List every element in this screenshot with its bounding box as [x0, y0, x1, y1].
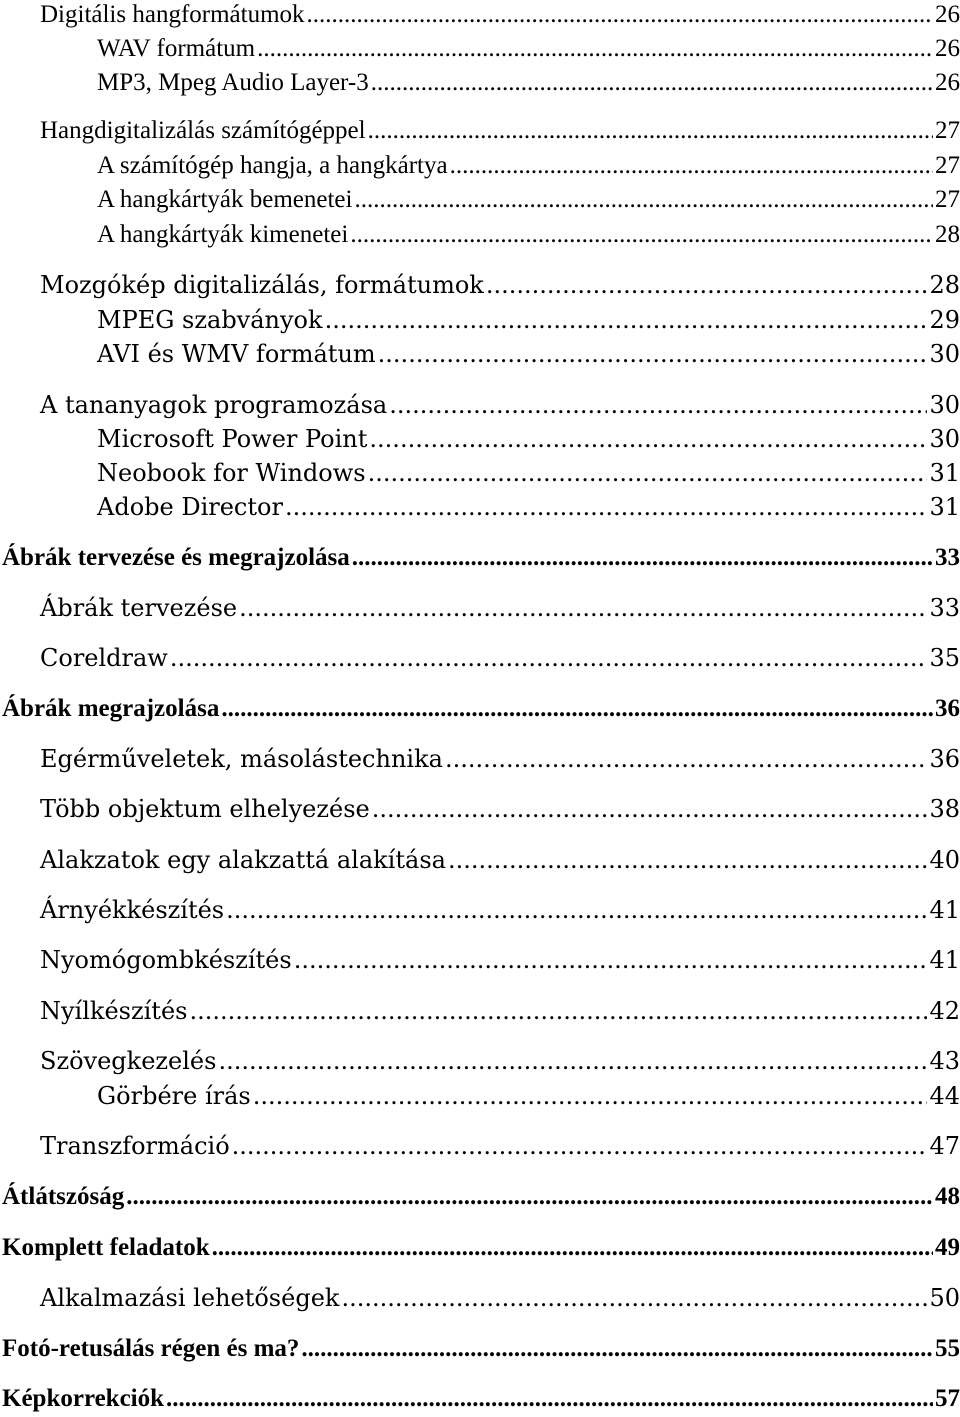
toc-entry[interactable]: [0, 305, 960, 335]
toc-entry[interactable]: [0, 1283, 960, 1313]
toc-page-number: 57: [935, 1385, 960, 1412]
toc-dot-leader: [341, 1283, 927, 1313]
toc-dot-leader: [218, 1046, 927, 1076]
toc-page-number: 26: [935, 69, 960, 96]
toc-dot-leader: [307, 0, 933, 30]
toc-entry-title: A hangkártyák kimenetei: [97, 221, 349, 248]
toc-entry[interactable]: [0, 220, 960, 250]
toc-entry-title: Több objektum elhelyezése: [40, 795, 370, 823]
toc-entry[interactable]: [0, 1182, 960, 1212]
toc-dot-leader: [368, 458, 928, 488]
toc-dot-leader: [232, 1131, 928, 1161]
toc-dot-leader: [352, 543, 933, 573]
toc-entry-title: Microsoft Power Point: [97, 425, 368, 453]
toc-entry[interactable]: [0, 1233, 960, 1263]
toc-page-number: 48: [935, 1183, 960, 1210]
toc-entry[interactable]: [0, 116, 960, 146]
toc-entry-title: Nyomógombkészítés: [40, 946, 292, 974]
toc-page-number: 36: [929, 745, 960, 773]
toc-page-number: 27: [935, 117, 960, 144]
toc-entry[interactable]: [0, 744, 960, 774]
toc-page-number: 42: [929, 997, 960, 1025]
toc-entry-title: MP3, Mpeg Audio Layer-3: [97, 69, 369, 96]
toc-page-number: 26: [935, 35, 960, 62]
toc-dot-leader: [372, 794, 928, 824]
toc-dot-leader: [354, 185, 933, 215]
toc-page-number: 38: [929, 795, 960, 823]
toc-page-number: 26: [935, 1, 960, 28]
toc-dot-leader: [325, 305, 928, 335]
toc-dot-leader: [371, 68, 933, 98]
toc-entry-title: Képkorrekciók: [2, 1385, 165, 1412]
toc-page-number: 40: [929, 846, 960, 874]
toc-entry[interactable]: [0, 845, 960, 875]
toc-page-number: 50: [929, 1284, 960, 1312]
toc-page-number: 28: [929, 271, 960, 299]
toc-entry[interactable]: [0, 643, 960, 673]
toc-entry-title: Alakzatok egy alakzattá alakítása: [40, 846, 446, 874]
toc-dot-leader: [126, 1182, 933, 1212]
toc-dot-leader: [350, 220, 933, 250]
toc-entry[interactable]: [0, 34, 960, 64]
toc-page-number: 31: [929, 493, 960, 521]
toc-entry[interactable]: [0, 945, 960, 975]
toc-dot-leader: [389, 390, 927, 420]
toc-entry-title: A számítógép hangja, a hangkártya: [97, 152, 448, 179]
toc-page-number: 30: [929, 340, 960, 368]
toc-entry-title: Ábrák tervezése és megrajzolása: [2, 544, 350, 571]
toc-entry-title: Hangdigitalizálás számítógéppel: [40, 117, 366, 144]
toc-entry[interactable]: [0, 895, 960, 925]
toc-entry[interactable]: [0, 424, 960, 454]
toc-page-number: 27: [935, 186, 960, 213]
toc-entry-title: Digitális hangformátumok: [40, 1, 305, 28]
toc-entry[interactable]: [0, 185, 960, 215]
toc-page-number: 29: [929, 306, 960, 334]
toc-page-number: 47: [929, 1132, 960, 1160]
toc-entry[interactable]: [0, 458, 960, 488]
toc-entry-title: Egérműveletek, másolástechnika: [40, 745, 443, 773]
toc-dot-leader: [369, 424, 927, 454]
toc-entry-title: Fotó-retusálás régen és ma?: [2, 1335, 300, 1362]
toc-page-number: 36: [935, 695, 960, 722]
toc-dot-leader: [301, 1334, 933, 1364]
toc-page-number: 31: [929, 459, 960, 487]
toc-entry-title: MPEG szabványok: [97, 306, 323, 334]
toc-entry-title: Szövegkezelés: [40, 1047, 217, 1075]
toc-page-number: 44: [929, 1082, 960, 1110]
toc-entry[interactable]: [0, 339, 960, 369]
toc-page-number: 41: [929, 946, 960, 974]
toc-dot-leader: [486, 270, 928, 300]
toc-entry-title: Görbére írás: [97, 1082, 251, 1110]
toc-dot-leader: [285, 492, 928, 522]
toc-entry[interactable]: [0, 151, 960, 181]
toc-dot-leader: [257, 34, 933, 64]
toc-dot-leader: [445, 744, 928, 774]
toc-entry-title: Transzformáció: [40, 1132, 230, 1160]
toc-entry[interactable]: [0, 593, 960, 623]
toc-dot-leader: [189, 996, 927, 1026]
toc-dot-leader: [170, 643, 928, 673]
toc-entry[interactable]: [0, 794, 960, 824]
toc-page-number: 28: [935, 221, 960, 248]
toc-dot-leader: [448, 845, 928, 875]
toc-entry-title: Neobook for Windows: [97, 459, 366, 487]
toc-entry[interactable]: [0, 694, 960, 724]
toc-page-number: 41: [929, 896, 960, 924]
toc-entry-title: Ábrák megrajzolása: [2, 695, 220, 722]
toc-dot-leader: [368, 116, 933, 146]
toc-entry[interactable]: [0, 1334, 960, 1364]
toc-entry-title: Coreldraw: [40, 644, 168, 672]
toc-entry[interactable]: [0, 68, 960, 98]
toc-entry-title: AVI és WMV formátum: [97, 340, 376, 368]
toc-dot-leader: [239, 593, 927, 623]
toc-entry-title: Ábrák tervezése: [40, 594, 238, 622]
toc-entry-title: Nyílkészítés: [40, 997, 188, 1025]
toc-entry-title: WAV formátum: [97, 35, 256, 62]
toc-entry[interactable]: [0, 492, 960, 522]
toc-entry[interactable]: [0, 543, 960, 573]
toc-dot-leader: [166, 1384, 933, 1414]
toc-entry[interactable]: [0, 1384, 960, 1414]
toc-dot-leader: [294, 945, 928, 975]
toc-entry[interactable]: [0, 390, 960, 420]
toc-entry[interactable]: [0, 270, 960, 300]
toc-dot-leader: [253, 1081, 928, 1111]
toc-dot-leader: [226, 895, 927, 925]
toc-page-number: 55: [935, 1335, 960, 1362]
toc-dot-leader: [378, 339, 928, 369]
toc-page-number: 27: [935, 152, 960, 179]
toc-entry-title: Árnyékkészítés: [40, 896, 225, 924]
toc-dot-leader: [212, 1233, 933, 1263]
toc-entry-title: Mozgókép digitalizálás, formátumok: [40, 271, 484, 299]
toc-entry-title: Átlátszóság: [2, 1183, 125, 1210]
toc-page-number: 43: [929, 1047, 960, 1075]
toc-dot-leader: [450, 151, 933, 181]
toc-page-number: 30: [929, 425, 960, 453]
toc-entry[interactable]: [0, 1131, 960, 1161]
toc-entry[interactable]: [0, 996, 960, 1026]
toc-entry-title: A hangkártyák bemenetei: [97, 186, 353, 213]
toc-entry-title: Komplett feladatok: [2, 1234, 210, 1261]
toc-page-number: 33: [929, 594, 960, 622]
toc-entry[interactable]: [0, 1046, 960, 1076]
toc-entry[interactable]: [0, 1081, 960, 1111]
toc-page-number: 33: [935, 544, 960, 571]
toc-page-number: 35: [929, 644, 960, 672]
toc-entry-title: Alkalmazási lehetőségek: [40, 1284, 340, 1312]
toc-entry-title: A tananyagok programozása: [40, 391, 388, 419]
toc-entry-title: Adobe Director: [97, 493, 283, 521]
toc-page-number: 30: [929, 391, 960, 419]
toc-entry[interactable]: [0, 0, 960, 30]
toc-page-number: 49: [935, 1234, 960, 1261]
toc-dot-leader: [221, 694, 933, 724]
